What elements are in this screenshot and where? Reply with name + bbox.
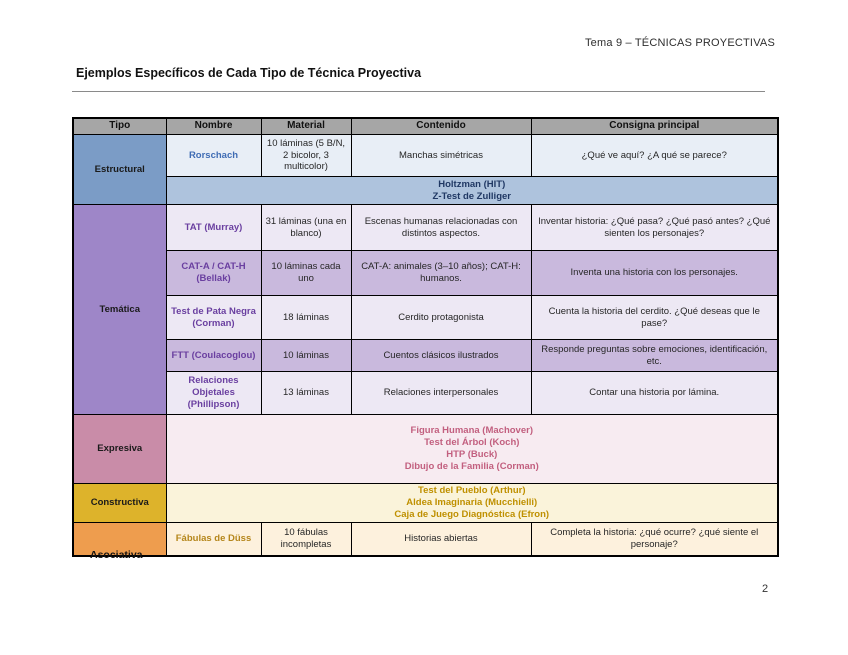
table-row-expresiva (73, 415, 778, 484)
table-row-constructiva (73, 484, 778, 523)
contenido-cell-rorschach: Manchas simétricas (351, 135, 531, 177)
tipo-cell-constructiva: Constructiva (73, 484, 166, 523)
estructural-span-cell (166, 177, 778, 205)
expresiva-span-cell (166, 415, 778, 484)
nombre-cell-fabulas: Fábulas de Düss (166, 523, 261, 557)
page-title: Ejemplos Específicos de Cada Tipo de Técnica Proyectiva (76, 66, 422, 80)
nombre-cell-tat: TAT (Murray) (166, 205, 261, 251)
table-row-cat (73, 251, 778, 296)
column-header-tipo: Tipo (73, 118, 166, 135)
column-header-contenido: Contenido (351, 118, 531, 135)
table-row-estructural-otros (73, 177, 778, 205)
column-header-nombre: Nombre (166, 118, 261, 135)
material-cell-relaciones: 13 láminas (261, 372, 351, 415)
table-header-row (73, 118, 778, 135)
expresiva-span-line: Figura Humana (Machover) (410, 425, 533, 437)
asociativa-label: Asociativa (90, 549, 143, 561)
consigna-cell-relaciones: Contar una historia por lámina. (531, 372, 778, 415)
contenido-cell-fabulas: Historias abiertas (351, 523, 531, 557)
contenido-cell-relaciones: Relaciones interpersonales (351, 372, 531, 415)
table-row-relaciones-objetales (73, 372, 778, 415)
material-cell-cat: 10 láminas cada uno (261, 251, 351, 296)
constructiva-span-line: Aldea Imaginaria (Mucchielli) (406, 497, 538, 509)
material-cell-fabulas: 10 fábulas incompletas (261, 523, 351, 557)
table-row-rorschach (73, 135, 778, 177)
nombre-cell-rorschach: Rorschach (166, 135, 261, 177)
contenido-cell-cat: CAT-A: animales (3–10 años); CAT-H: humanos. (351, 251, 531, 296)
tipo-cell-expresiva: Expresiva (73, 415, 166, 484)
expresiva-span-line: HTP (Buck) (446, 449, 498, 460)
estructural-span-line: Holtzman (HIT) (438, 178, 506, 190)
title-divider (72, 91, 765, 92)
consigna-cell-rorschach: ¿Qué ve aquí? ¿A qué se parece? (531, 135, 778, 177)
expresiva-span-line: Test del Árbol (Koch) (424, 437, 520, 449)
constructiva-span-cell (166, 484, 778, 523)
constructiva-span-line: Caja de Juego Diagnóstica (Efron) (394, 508, 550, 520)
column-header-material: Material (261, 118, 351, 135)
contenido-cell-ftt: Cuentos clásicos ilustrados (351, 340, 531, 372)
table-container (72, 117, 779, 557)
table-row-tat (73, 205, 778, 251)
material-cell-pata-negra: 18 láminas (261, 296, 351, 340)
table-row-pata-negra (73, 296, 778, 340)
projective-techniques-table (72, 117, 779, 557)
table-row-ftt (73, 340, 778, 372)
nombre-cell-ftt: FTT (Coulacoglou) (166, 340, 261, 372)
running-header: Tema 9 – TÉCNICAS PROYECTIVAS (584, 37, 775, 49)
estructural-span-line: Z-Test de Zulliger (432, 190, 511, 202)
table-row-asociativa (73, 523, 778, 557)
expresiva-span-line: Dibujo de la Familia (Corman) (404, 460, 539, 472)
consigna-cell-fabulas: Completa la historia: ¿qué ocurre? ¿qué siente el personaje? (531, 523, 778, 557)
consigna-cell-cat: Inventa una historia con los personajes. (531, 251, 778, 296)
consigna-cell-ftt: Responde preguntas sobre emociones, identificación, etc. (531, 340, 778, 372)
column-header-consigna: Consigna principal (531, 118, 778, 135)
contenido-cell-pata-negra: Cerdito protagonista (351, 296, 531, 340)
nombre-cell-pata-negra: Test de Pata Negra (Corman) (166, 296, 261, 340)
tipo-cell-estructural: Estructural (73, 135, 166, 205)
material-cell-ftt: 10 láminas (261, 340, 351, 372)
page-number: 2 (762, 583, 769, 595)
material-cell-tat: 31 láminas (una en blanco) (261, 205, 351, 251)
nombre-cell-relaciones: Relaciones Objetales (Phillipson) (166, 372, 261, 415)
material-cell-rorschach: 10 láminas (5 B/N, 2 bicolor, 3 multicolor) (261, 135, 351, 177)
consigna-cell-tat: Inventar historia: ¿Qué pasa? ¿Qué pasó antes? ¿Qué sienten los personajes? (531, 205, 778, 251)
consigna-cell-pata-negra: Cuenta la historia del cerdito. ¿Qué deseas que le pase? (531, 296, 778, 340)
constructiva-span-line: Test del Pueblo (Arthur) (418, 485, 526, 497)
tipo-cell-tematica: Temática (73, 205, 166, 415)
nombre-cell-cat: CAT-A / CAT-H (Bellak) (166, 251, 261, 296)
contenido-cell-tat: Escenas humanas relacionadas con distintos aspectos. (351, 205, 531, 251)
